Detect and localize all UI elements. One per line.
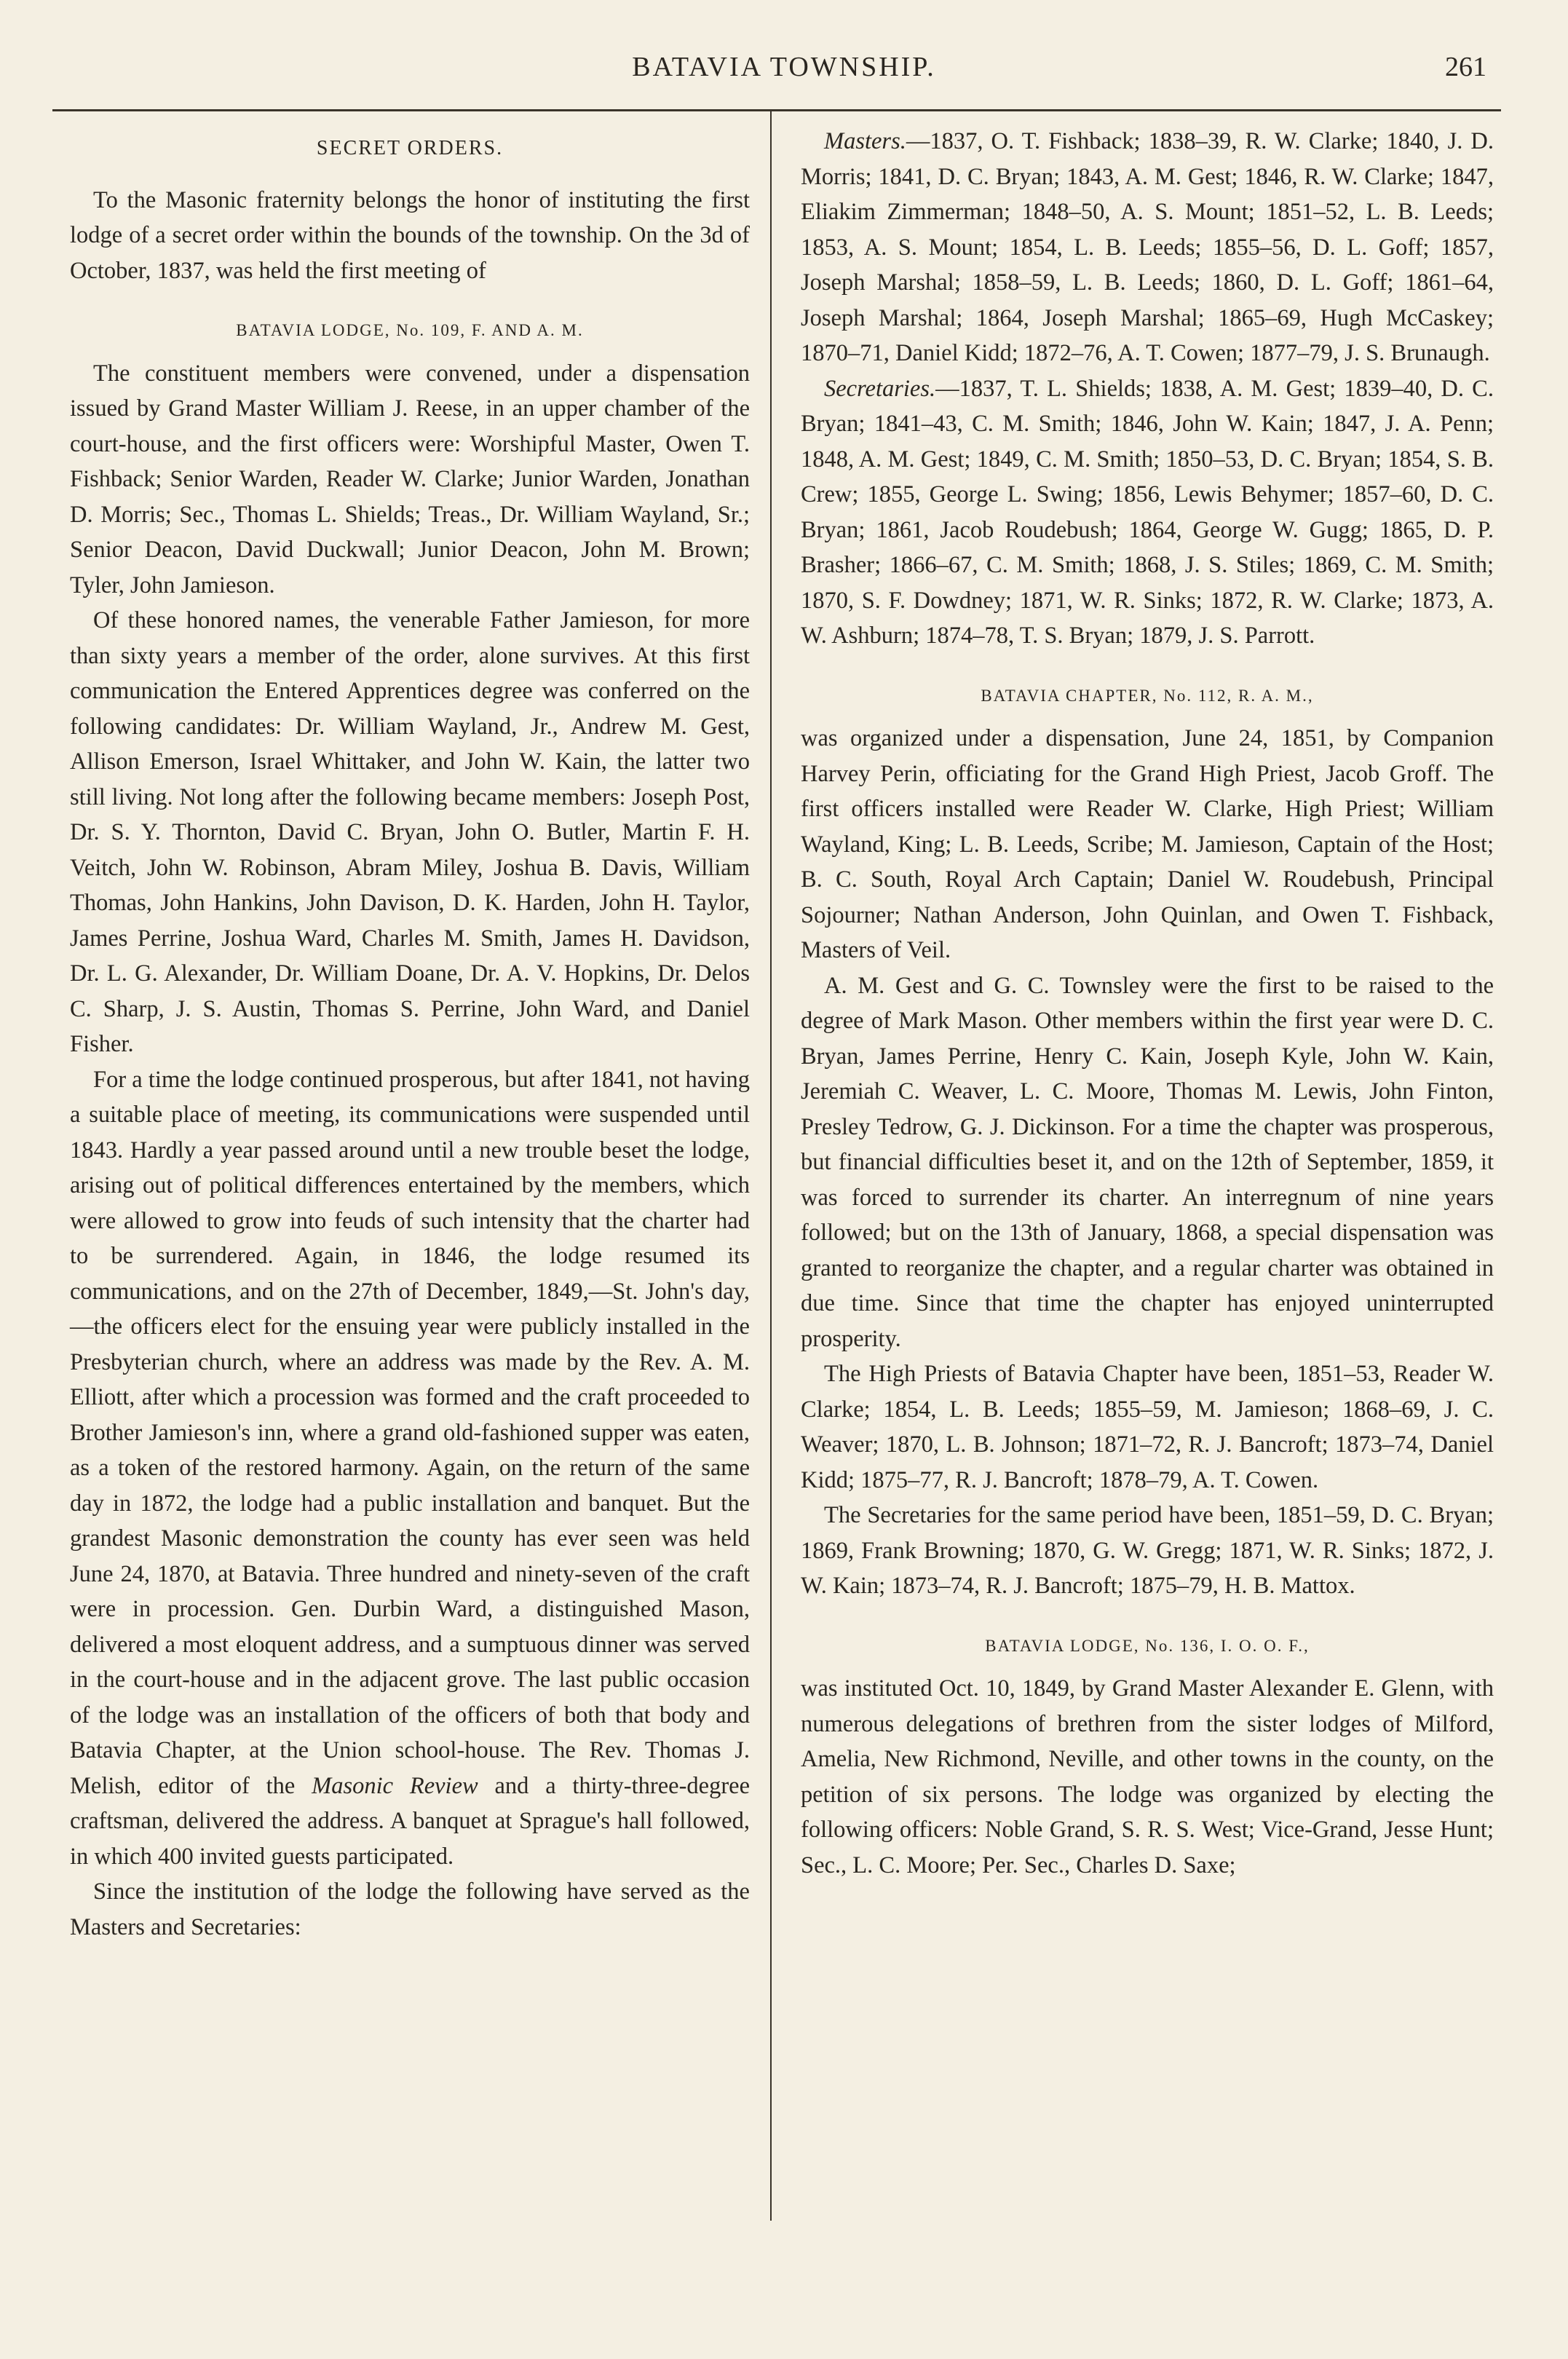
- prosperity-text-a: For a time the lodge continued prosperous, but after 1841, not having a suitable place of meeting, its communications were suspended until 1843. Hardly a year passed around until a new trouble beset the lodge, arising out of political differences entertained by the members, which were allowed to grow into feuds of such intensity that the charter had to be surrendered. Again, in 1846, the lodge resumed its communications, and on the 27th of December, 1849,—St. John's day,—the officers elect for the ensuing year were publicly installed in the Presbyterian church, where an address was made by the Rev. A. M. Elliott, after which a procession was formed and the craft proceeded to Brother Jamieson's inn, where a grand old-fashioned supper was eaten, as a token of the restored harmony. Again, on the return of the same day in 1872, the lodge had a public installation and banquet. But the grandest Masonic demonstration the county has ever seen was held June 24, 1870, at Batavia. Three hundred and ninety-seven of the craft were in procession. Gen. Durbin Ward, a distinguished Mason, delivered a most eloquent address, and a sumptuous dinner was served in the court-house and in the adjacent grove. The last public occasion of the lodge was an installation of the officers of both that body and Batavia Chapter, at the Union school-house. The Rev. Thomas J. Melish, editor of the: [70, 1066, 750, 1799]
- section-title: SECRET ORDERS.: [316, 137, 504, 159]
- prosperity-paragraph: [70, 1062, 750, 1875]
- masters-intro-paragraph: Since the institution of the lodge the following have served as the Masters and Secretaries:: [70, 1878, 750, 1940]
- chapter-members-paragraph: A. M. Gest and G. C. Townsley were the first to be raised to the degree of Mark Mason. Other members within the first year were D. C. Bryan, James Perrine, Henry C. Kain, Joseph Kyle, John W. Kain, Jeremiah C. Weaver, L. C. Moore, Thomas M. Lewis, John Finton, Presley Tedrow, G. J. Dickinson. For a time the chapter was prosperous, but financial difficulties beset it, and on the 12th of September, 1859, it was forced to surrender its charter. An interregnum of nine years followed; but on the 13th of January, 1868, a special dispensation was granted to reorganize the chapter, and a regular charter was obtained in due time. Since that time the chapter has enjoyed uninterrupted prosperity.: [801, 972, 1494, 1352]
- secretaries-list: [801, 371, 1494, 654]
- masters-text: —1837, O. T. Fishback; 1838–39, R. W. Clarke; 1840, J. D. Morris; 1841, D. C. Bryan; 1843, A. M. Gest; 1846, R. W. Clarke; 1847, Eliakim Zimmerman; 1848–50, A. S. Mount; 1851–52, L. B. Leeds; 1853, A. S. Mount; 1854, L. B. Leeds; 1855–56, D. L. Goff; 1857, Joseph Marshal; 1858–59, L. B. Leeds; 1860, D. L. Goff; 1861–64, Joseph Marshal; 1864, Joseph Marshal; 1865–69, Hugh McCaskey; 1870–71, Daniel Kidd; 1872–76, A. T. Cowen; 1877–79, J. S. Brunaugh.: [801, 128, 1494, 366]
- secretaries-label: Secretaries.: [824, 375, 936, 402]
- running-title: BATAVIA TOWNSHIP.: [632, 52, 936, 82]
- lodge-109-heading: BATAVIA LODGE, No. 109, F. AND A. M.: [236, 321, 584, 339]
- lodge-136-heading: BATAVIA LODGE, No. 136, I. O. O. F.,: [985, 1636, 1310, 1655]
- honored-names-paragraph: Of these honored names, the venerable Father Jamieson, for more than sixty years a member of the order, alone survives. At this first communication the Entered Apprentices degree was conferred on the following candidates: Dr. William Wayland, Jr., Andrew M. Gest, Allison Emerson, Israel Whittaker, and John W. Kain, the latter two still living. Not long after the following became members: Joseph Post, Dr. S. Y. Thornton, David C. Bryan, John O. Butler, Martin F. H. Veitch, John W. Robinson, Abram Miley, Joshua B. Davis, William Thomas, John Hankins, John Davison, D. K. Harden, John H. Taylor, James Perrine, Joshua Ward, Charles M. Smith, James H. Davidson, Dr. L. G. Alexander, Dr. William Doane, Dr. A. V. Hopkins, Dr. Delos C. Sharp, J. S. Austin, Thomas S. Perrine, John Ward, and Daniel Fisher.: [70, 607, 750, 1057]
- chapter-112-heading: BATAVIA CHAPTER, No. 112, R. A. M.,: [981, 686, 1314, 705]
- right-column: [801, 124, 1494, 1883]
- journal-title: Masonic Review: [312, 1772, 478, 1799]
- secretaries-text: —1837, T. L. Shields; 1838, A. M. Gest; 1839–40, D. C. Bryan; 1841–43, C. M. Smith; 1846, John W. Kain; 1847, J. A. Penn; 1848, A. M. Gest; 1849, C. M. Smith; 1850–53, D. C. Bryan; 1854, S. B. Crew; 1855, George L. Swing; 1856, Lewis Behymer; 1857–60, D. C. Bryan; 1861, Jacob Roudebush; 1864, George W. Gugg; 1865, D. P. Brasher; 1866–67, C. M. Smith; 1868, J. S. Stiles; 1869, C. M. Smith; 1870, S. F. Dowdney; 1871, W. R. Sinks; 1872, R. W. Clarke; 1873, A. W. Ashburn; 1874–78, T. S. Bryan; 1879, J. S. Parrott.: [801, 375, 1494, 649]
- masters-list: [801, 124, 1494, 371]
- header-rule: [52, 109, 1501, 111]
- chapter-organized-paragraph: was organized under a dispensation, June 24, 1851, by Companion Harvey Perin, officiating for the Grand High Priest, Jacob Groff. The first officers installed were Reader W. Clarke, High Priest; William Wayland, King; L. B. Leeds, Scribe; M. Jamieson, Captain of the Host; B. C. South, Royal Arch Captain; Daniel W. Roudebush, Principal Sojourner; Nathan Anderson, John Quinlan, and Owen T. Fishback, Masters of Veil.: [801, 725, 1494, 963]
- intro-paragraph: To the Masonic fraternity belongs the honor of instituting the first lodge of a secret order within the bounds of the township. On the 3d of October, 1837, was held the first meeting of: [70, 186, 750, 284]
- constituents-paragraph: The constituent members were convened, under a dispensation issued by Grand Master William J. Reese, in an upper chamber of the court-house, and the first officers were: Worshipful Master, Owen T. Fishback; Senior Warden, Reader W. Clarke; Junior Warden, Jonathan D. Morris; Sec., Thomas L. Shields; Treas., Dr. William Wayland, Sr.; Senior Deacon, David Duckwall; Junior Deacon, John M. Brown; Tyler, John Jamieson.: [70, 360, 750, 598]
- left-column: [70, 124, 750, 1945]
- high-priests-paragraph: The High Priests of Batavia Chapter have been, 1851–53, Reader W. Clarke; 1854, L. B. Leeds; 1855–59, M. Jamieson; 1868–69, J. C. Weaver; 1870, L. B. Johnson; 1871–72, R. J. Bancroft; 1873–74, Daniel Kidd; 1875–77, R. J. Bancroft; 1878–79, A. T. Cowen.: [801, 1361, 1494, 1493]
- masters-label: Masters.: [824, 128, 906, 154]
- column-divider: [770, 109, 772, 2221]
- page-number: 261: [1445, 52, 1486, 82]
- running-head: [0, 47, 1568, 90]
- chapter-secretaries-paragraph: The Secretaries for the same period have been, 1851–59, D. C. Bryan; 1869, Frank Browning; 1870, G. W. Gregg; 1871, W. R. Sinks; 1872, J. W. Kain; 1873–74, R. J. Bancroft; 1875–79, H. B. Mattox.: [801, 1502, 1494, 1599]
- ioof-paragraph: was instituted Oct. 10, 1849, by Grand Master Alexander E. Glenn, with numerous delegations of brethren from the sister lodges of Milford, Amelia, New Richmond, Neville, and other towns in the county, on the petition of six persons. The lodge was organized by electing the following officers: Noble Grand, S. R. S. West; Vice-Grand, Jesse Hunt; Sec., L. C. Moore; Per. Sec., Charles D. Saxe;: [801, 1675, 1494, 1878]
- prosperity-text-b: and a thirty-three-degree craftsman, delivered the address. A banquet at Sprague's hall followed, in which 400 invited guests participated.: [70, 1772, 751, 1870]
